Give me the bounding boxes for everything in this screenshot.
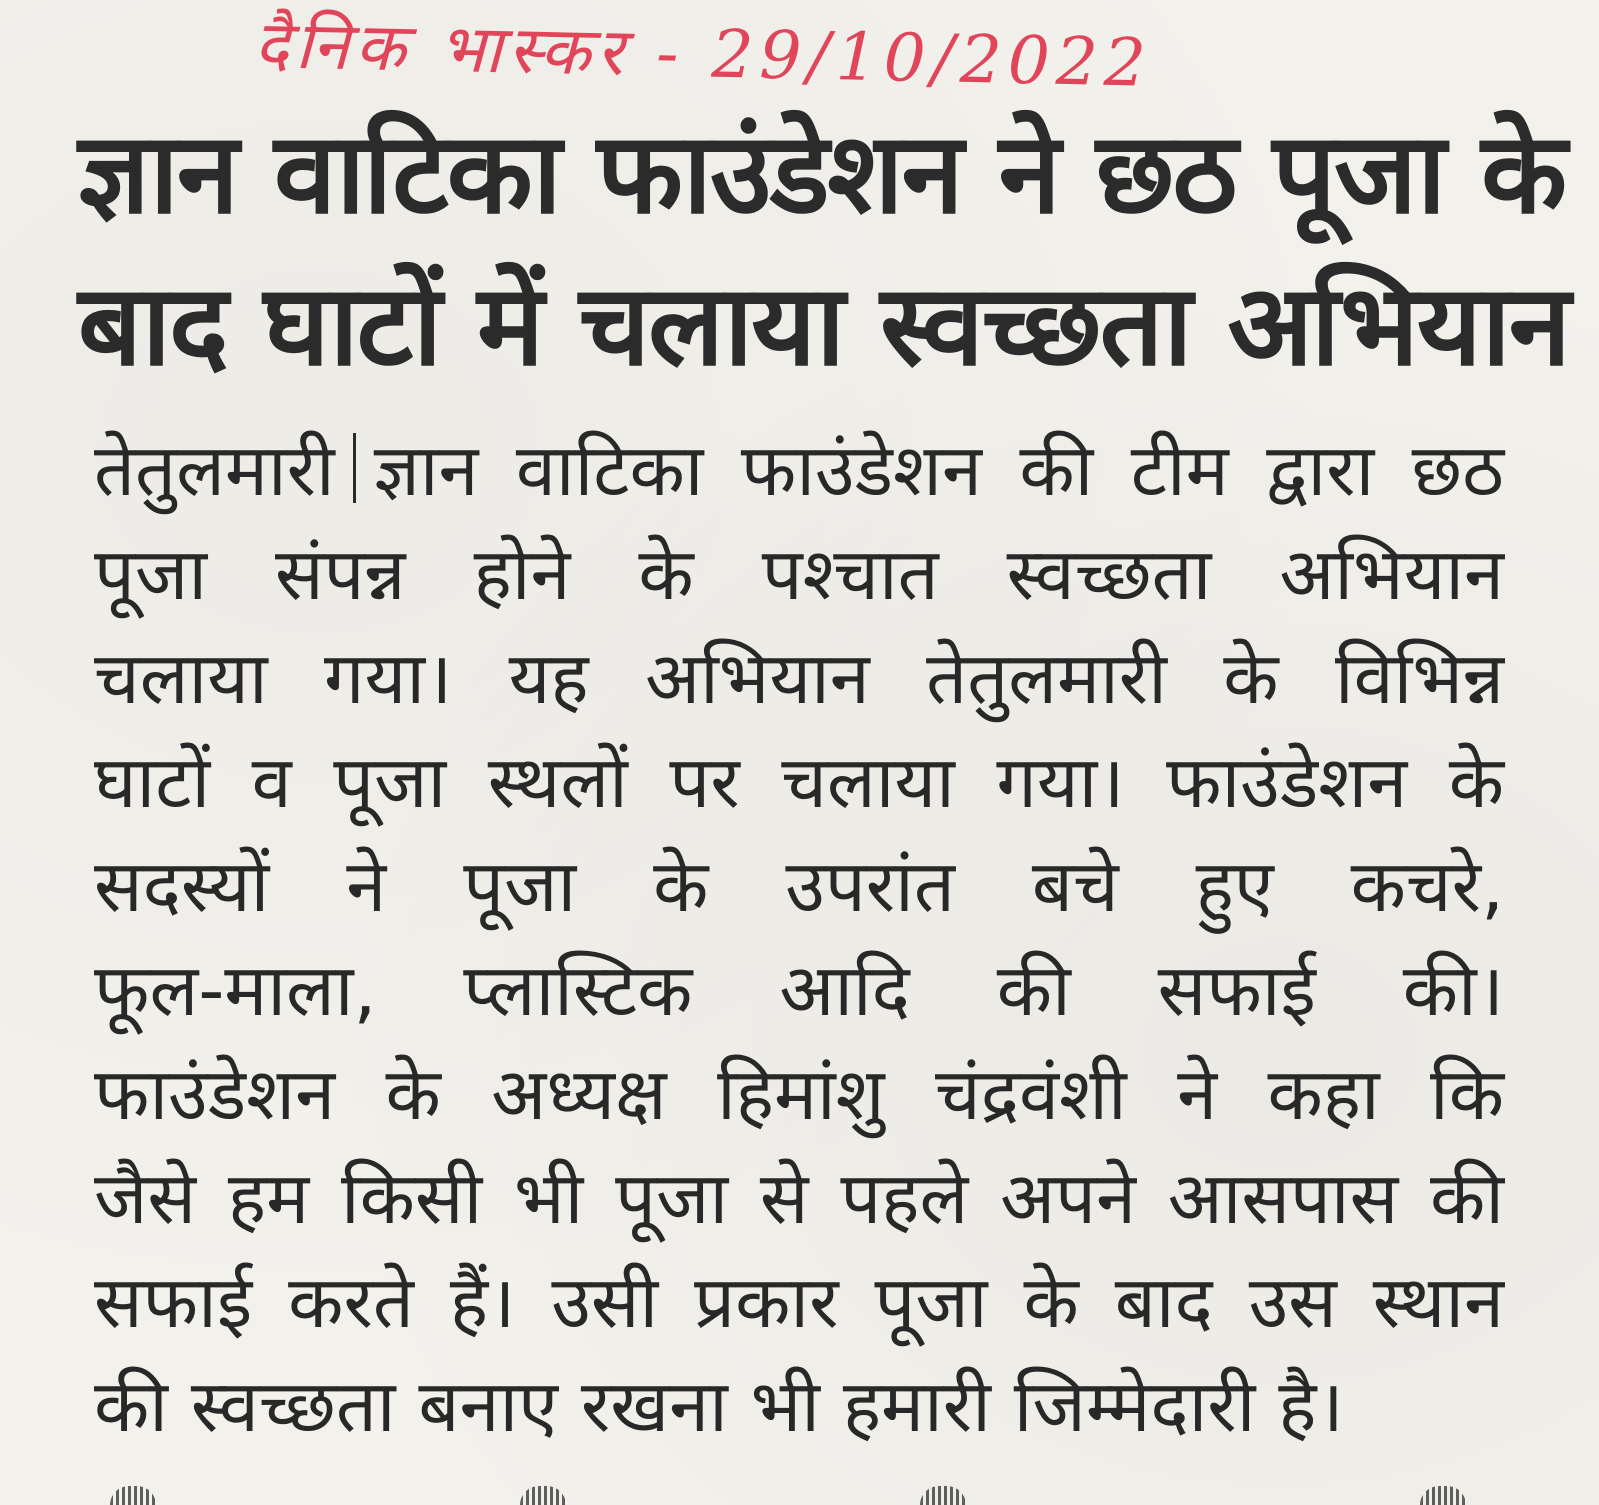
headline-line-2: बाद घाटों में चलाया स्वच्छता अभियान — [78, 261, 1569, 391]
article-line: फूल-माला, प्लास्टिक आदि की सफाई की। — [94, 948, 1504, 1032]
article-line — [94, 418, 1504, 522]
article-line: चलाया गया। यह अभियान तेतुलमारी के विभिन्न — [94, 636, 1504, 720]
decorative-ornament — [110, 1486, 156, 1505]
dateline-separator — [353, 433, 356, 503]
article-line: सदस्यों ने पूजा के उपरांत बचे हुए कचरे, — [94, 844, 1504, 928]
decorative-ornament — [520, 1486, 566, 1505]
article-line: की स्वच्छता बनाए रखना भी हमारी जिम्मेदारी है। — [94, 1364, 1344, 1448]
article-body — [94, 418, 1504, 1458]
article-line: घाटों व पूजा स्थलों पर चलाया गया। फाउंडेशन के — [94, 740, 1504, 824]
dateline: तेतुलमारी — [94, 428, 335, 512]
headline — [78, 98, 1569, 402]
handwritten-source-note: दैनिक भास्कर - 29/10/2022 — [253, 5, 1153, 102]
headline-line-1: ज्ञान वाटिका फाउंडेशन ने छठ पूजा के — [78, 109, 1566, 239]
article-line: सफाई करते हैं। उसी प्रकार पूजा के बाद उस स्थान — [94, 1260, 1504, 1344]
article-line: पूजा संपन्न होने के पश्चात स्वच्छता अभियान — [94, 532, 1504, 616]
article-line: जैसे हम किसी भी पूजा से पहले अपने आसपास की — [94, 1156, 1504, 1240]
article-line: फाउंडेशन के अध्यक्ष हिमांशु चंद्रवंशी ने कहा कि — [94, 1052, 1504, 1136]
article-line-text: ज्ञान वाटिका फाउंडेशन की टीम द्वारा छठ — [373, 428, 1504, 512]
decorative-ornament — [920, 1486, 966, 1505]
decorative-ornament — [1420, 1486, 1466, 1505]
adjacent-clipping-edge — [0, 1478, 1599, 1505]
